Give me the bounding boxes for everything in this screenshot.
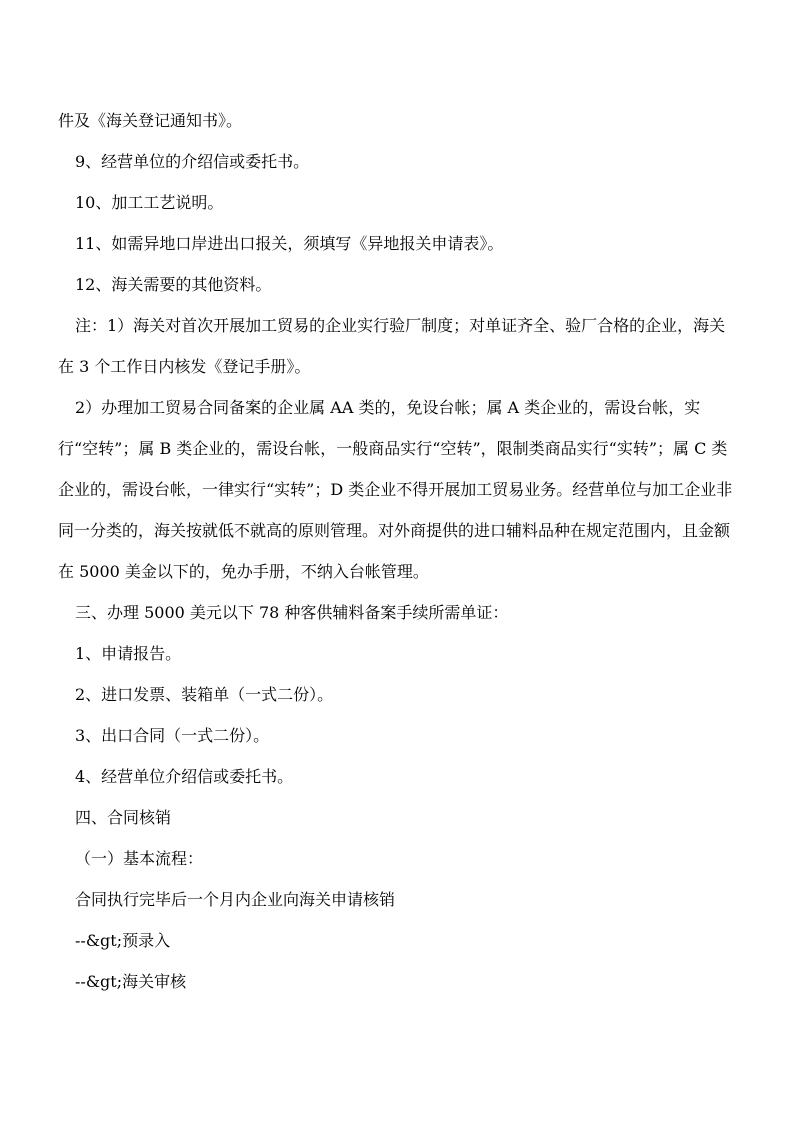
paragraph-13: 四、合同核销 bbox=[75, 808, 172, 827]
paragraph-2: 9、经营单位的介绍信或委托书。 bbox=[75, 152, 310, 171]
document-body bbox=[58, 100, 738, 1002]
paragraph-12: 4、经营单位介绍信或委托书。 bbox=[75, 767, 294, 786]
paragraph-7: 2）办理加工贸易合同备案的企业属 AA 类的，免设台帐；属 A 类企业的，需设台帐，实行“空转”；属 B 类企业的，需设台帐，一般商品实行“空转”，限制类商品实行“实转”；属 C 类企业的，需设台帐，一律实行“实转”；D 类企业不得开展加工贸易业务。经营单位与加工企业非同一分类的，海关按就低不就高的原则管理。对外商提供的进口辅料品种在规定范围内，且金额在 5000 美金以下的，免办手册，不纳入台帐管理。 bbox=[58, 398, 733, 581]
paragraph-15: 合同执行完毕后一个月内企业向海关申请核销 bbox=[75, 890, 396, 909]
paragraph-3: 10、加工工艺说明。 bbox=[75, 193, 224, 212]
paragraph-14: （一）基本流程： bbox=[75, 849, 204, 868]
paragraph-10: 2、进口发票、装箱单（一式二份）。 bbox=[75, 685, 334, 704]
paragraph-17: --&gt;海关审核 bbox=[75, 972, 187, 991]
paragraph-8: 三、办理 5000 美元以下 78 种客供辅料备案手续所需单证： bbox=[75, 603, 509, 622]
paragraph-11: 3、出口合同（一式二份）。 bbox=[75, 726, 270, 745]
paragraph-4: 11、如需异地口岸进出口报关，须填写《异地报关申请表》。 bbox=[75, 234, 504, 253]
paragraph-16: --&gt;预录入 bbox=[75, 931, 171, 950]
paragraph-9: 1、申请报告。 bbox=[75, 644, 182, 663]
paragraph-5: 12、海关需要的其他资料。 bbox=[75, 275, 272, 294]
paragraph-1: 件及《海关登记通知书》。 bbox=[58, 111, 243, 130]
paragraph-6: 注：1）海关对首次开展加工贸易的企业实行验厂制度；对单证齐全、验厂合格的企业，海关在 3 个工作日内核发《登记手册》。 bbox=[58, 316, 726, 376]
